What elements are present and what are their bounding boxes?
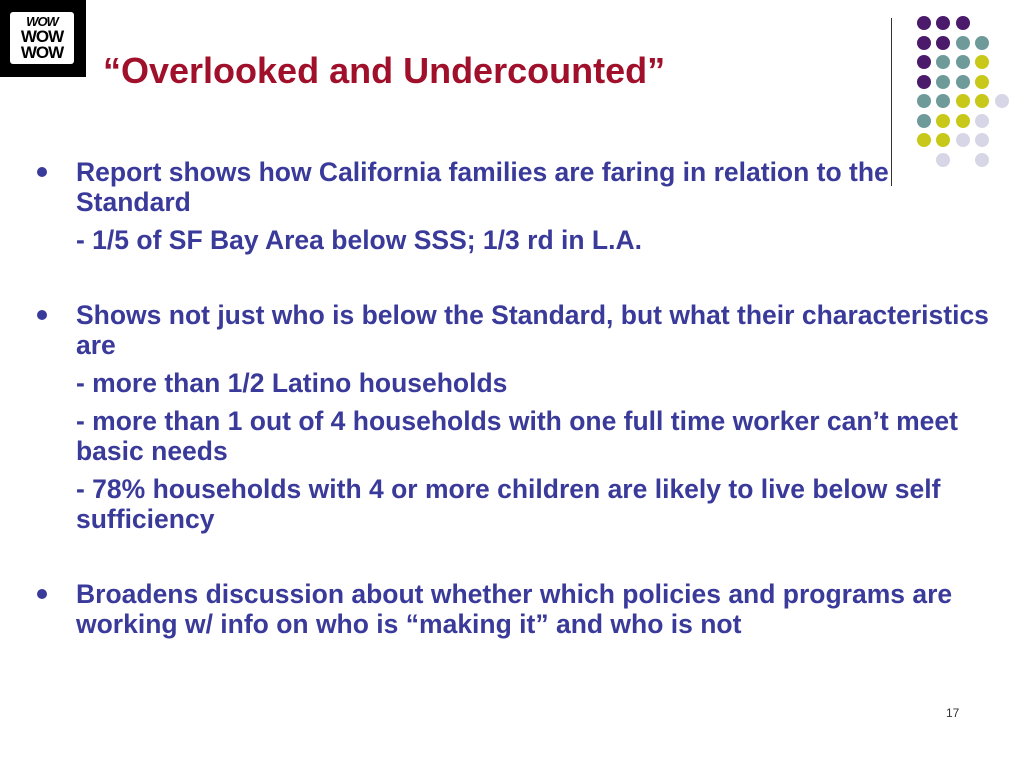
bullet-text: Shows not just who is below the Standard, but what their characteristics are	[76, 300, 989, 360]
logo-word-3: WOW	[20, 43, 64, 62]
decorative-dot	[936, 75, 950, 89]
decorative-dot	[956, 55, 970, 69]
bullet-item-1	[36, 157, 996, 217]
bullet-text: Report shows how California families are faring in relation to the Standard	[76, 157, 889, 217]
bullet-item-3	[36, 579, 996, 639]
decorative-dot	[917, 133, 931, 147]
decorative-dot	[936, 36, 950, 50]
decorative-dot	[956, 114, 970, 128]
bullet-icon	[37, 310, 47, 320]
decorative-dot	[936, 94, 950, 108]
decorative-dot	[956, 75, 970, 89]
decorative-dot	[936, 55, 950, 69]
decorative-dot	[975, 55, 989, 69]
decorative-dot	[917, 114, 931, 128]
decorative-dot	[917, 55, 931, 69]
decorative-dot	[956, 36, 970, 50]
sub-item: - more than 1 out of 4 households with one full time worker can’t meet basic needs	[76, 406, 958, 466]
wow-logo-mark	[10, 12, 74, 64]
decorative-dot	[975, 75, 989, 89]
decorative-dot	[975, 94, 989, 108]
decorative-dot	[975, 133, 989, 147]
decorative-dot	[936, 16, 950, 30]
slide-body	[36, 157, 996, 639]
bullet-item-2	[36, 300, 996, 360]
decorative-dot	[956, 94, 970, 108]
logo-word-1: WOW	[26, 14, 58, 29]
sub-item: - more than 1/2 Latino households	[76, 368, 508, 398]
wow-logo	[0, 0, 86, 77]
sub-item: - 1/5 of SF Bay Area below SSS; 1/3 rd in L.A.	[76, 225, 642, 255]
decorative-dot	[956, 16, 970, 30]
bullet-icon	[37, 589, 47, 599]
decorative-dot	[956, 133, 970, 147]
decorative-dot	[917, 36, 931, 50]
bullet-text: Broadens discussion about whether which policies and programs are working w/ info on who is “making it” and who is not	[76, 579, 953, 639]
decorative-dot	[975, 36, 989, 50]
decorative-dot	[975, 114, 989, 128]
bullet-icon	[37, 167, 47, 177]
decorative-dot	[917, 75, 931, 89]
decorative-dot	[917, 16, 931, 30]
decorative-dot	[936, 114, 950, 128]
decorative-dot	[917, 94, 931, 108]
decorative-dot	[936, 133, 950, 147]
page-number: 17	[946, 706, 960, 720]
sub-item: - 78% households with 4 or more children are likely to live below self sufficiency	[76, 474, 941, 534]
slide-title: “Overlooked and Undercounted”	[103, 50, 666, 91]
logo-word-2: WOW	[20, 27, 64, 46]
decorative-dot	[995, 94, 1009, 108]
